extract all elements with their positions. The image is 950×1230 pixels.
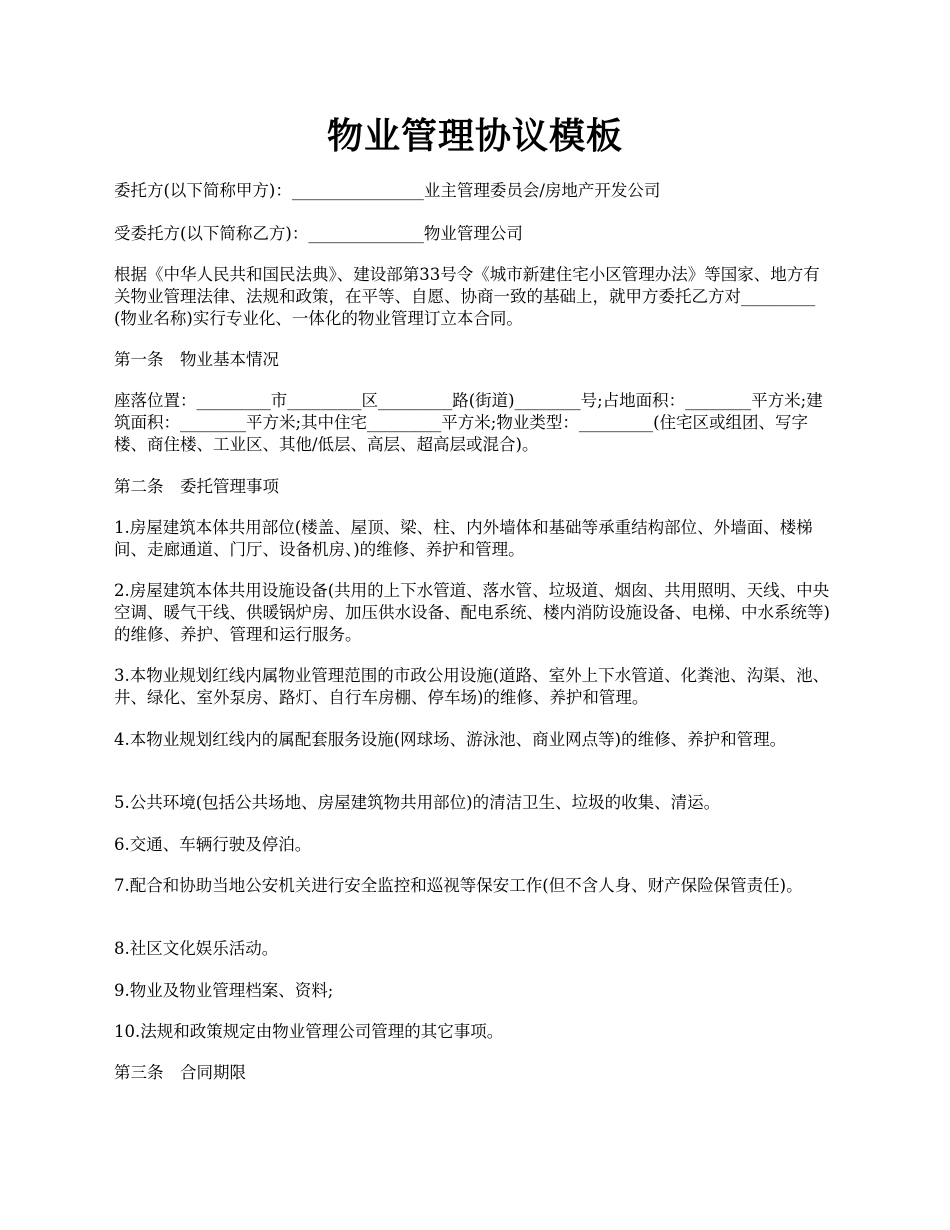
article-3-heading: 第三条 合同期限 bbox=[114, 1063, 246, 1082]
clause-item-4: 4.本物业规划红线内的属配套服务设施(网球场、游泳池、商业网点等)的维修、养护和管理。 bbox=[114, 730, 787, 749]
document-title: 物业管理协议模板 bbox=[326, 115, 623, 157]
clause-item-8: 8.社区文化娱乐活动。 bbox=[114, 939, 279, 958]
article-2-heading: 第二条 委托管理事项 bbox=[114, 477, 279, 496]
property-info-paragraph: 座落位置：_________市_________区_________路(街道)________号;占地面积：________平方米;建筑面积：________平方米;其中住宅_________平方米;物业类型：_________(住宅区或组团、写字楼、商住楼、工业区、其他/低层、高层、超高层或混合)。 bbox=[114, 391, 823, 454]
article-1-heading: 第一条 物业基本情况 bbox=[114, 350, 279, 369]
clause-item-5: 5.公共环境(包括公共场地、房屋建筑物共用部位)的清洁卫生、垃圾的收集、清运。 bbox=[114, 793, 721, 812]
party-a-line: 委托方(以下简称甲方)：________________业主管理委员会/房地产开发公司 bbox=[114, 181, 661, 200]
clause-item-9: 9.物业及物业管理档案、资料; bbox=[114, 981, 334, 1000]
clause-item-3: 3.本物业规划红线内属物业管理范围的市政公用设施(道路、室外上下水管道、化粪池、沟渠、池、井、绿化、室外泵房、路灯、自行车房棚、停车场)的维修、养护和管理。 bbox=[114, 666, 830, 707]
preamble-paragraph: 根据《中华人民共和国民法典》、建设部第33号令《城市新建住宅小区管理办法》等国家、地方有关物业管理法律、法规和政策，在平等、自愿、协商一致的基础上，就甲方委托乙方对_________(物业名称)实行专业化、一体化的物业管理订立本合同。 bbox=[114, 265, 820, 328]
clause-item-1: 1.房屋建筑本体共用部位(楼盖、屋顶、梁、柱、内外墙体和基础等承重结构部位、外墙面、楼梯间、走廊通道、门厅、设备机房、)的维修、养护和管理。 bbox=[114, 518, 813, 559]
party-b-line: 受委托方(以下简称乙方)：______________物业管理公司 bbox=[114, 224, 523, 243]
clause-item-7: 7.配合和协助当地公安机关进行安全监控和巡视等保安工作(但不含人身、财产保险保管责任)。 bbox=[114, 876, 803, 895]
clause-item-2: 2.房屋建筑本体共用设施设备(共用的上下水管道、落水管、垃圾道、烟囱、共用照明、天线、中央空调、暖气干线、供暖锅炉房、加压供水设备、配电系统、楼内消防设施设备、电梯、中水系统等)的维修、养护、管理和运行服务。 bbox=[114, 581, 830, 644]
clause-item-6: 6.交通、车辆行驶及停泊。 bbox=[114, 835, 312, 854]
clause-item-10: 10.法规和政策规定由物业管理公司管理的其它事项。 bbox=[114, 1022, 504, 1041]
